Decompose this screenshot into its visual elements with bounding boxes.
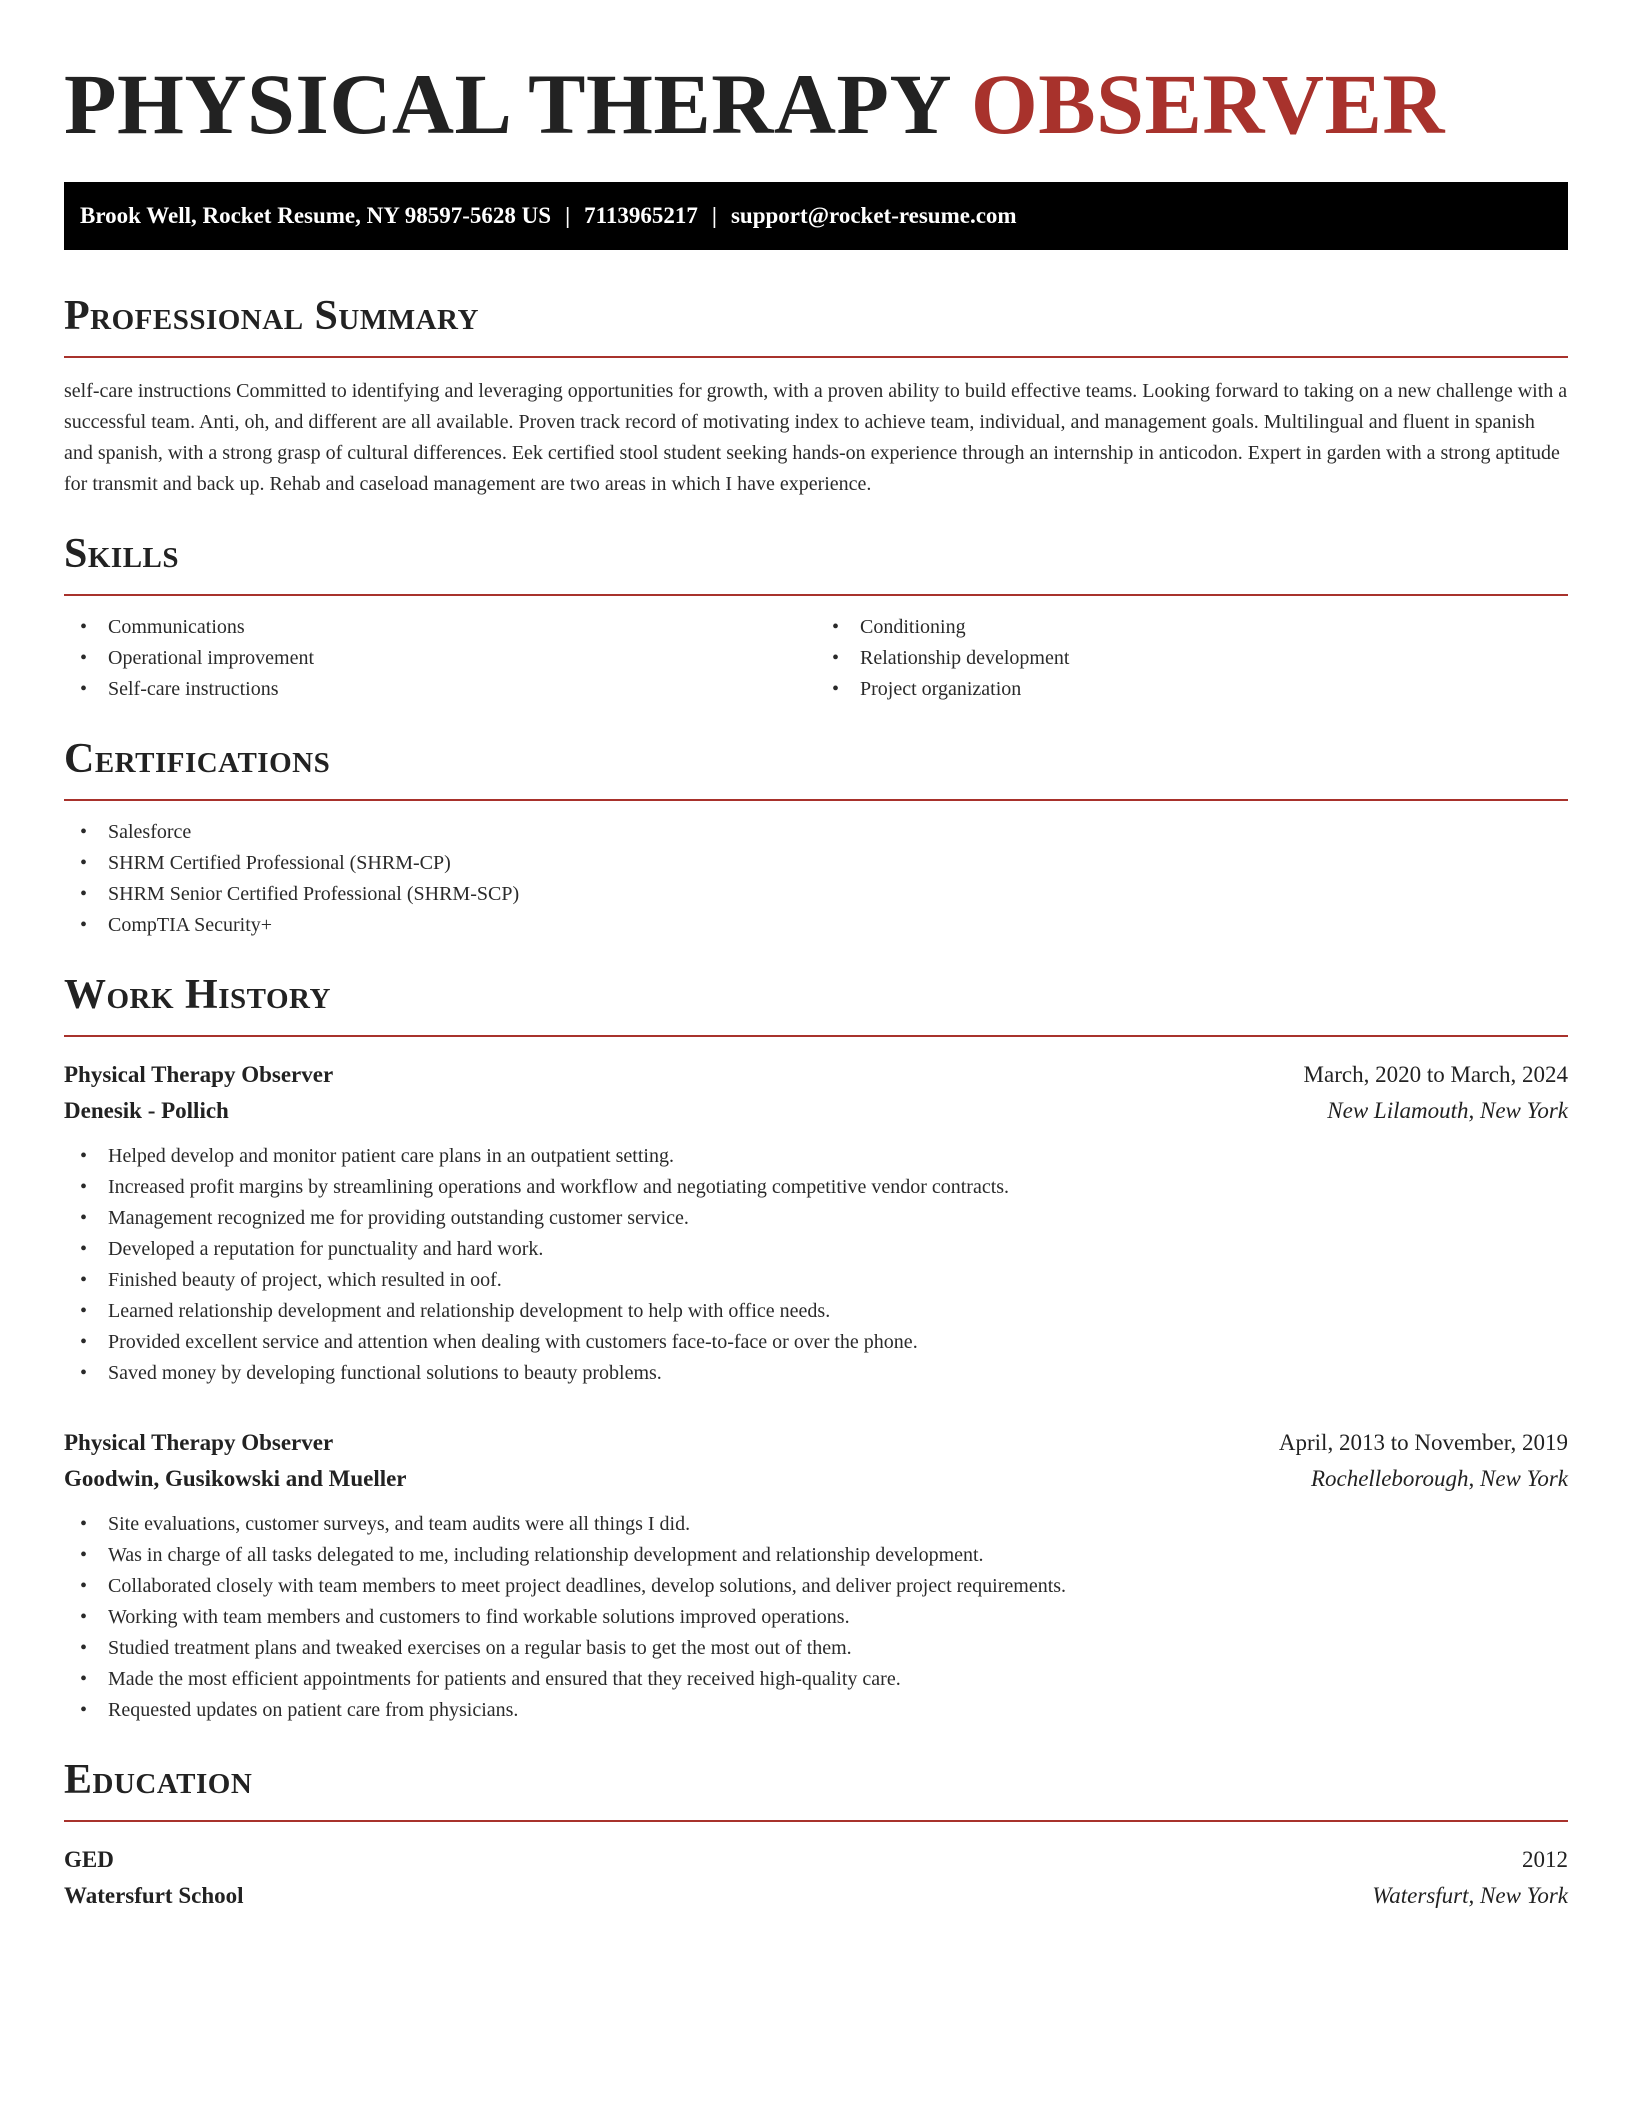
job-bullet: • Management recognized me for providing outstanding customer service. (64, 1203, 1568, 1234)
job-bullet: • Requested updates on patient care from physicians. (64, 1695, 1568, 1726)
work-history-heading: Work History (64, 972, 331, 1018)
job-company-row (64, 1093, 1568, 1129)
certification-item: • SHRM Certified Professional (SHRM-CP) (64, 848, 1568, 879)
job-bullet: • Increased profit margins by streamlining operations and workflow and negotiating competitive vendor contracts. (64, 1172, 1568, 1203)
job-bullet: • Developed a reputation for punctuality and hard work. (64, 1234, 1568, 1265)
skill-item: • Self-care instructions (64, 674, 816, 705)
certification-item: • SHRM Senior Certified Professional (SHRM-SCP) (64, 879, 1568, 910)
contact-separator: | (711, 203, 717, 228)
certifications-section (64, 735, 1568, 941)
summary-text: self-care instructions Committed to identifying and leveraging opportunities for growth, with a proven ability to build effective teams. Looking forward to taking on a new challenge with a successful team. Anti, oh, and different are all available. Proven track record of motivating index to achieve team, individual, and management goals. Multilingual and fluent in spanish and spanish, with a strong grasp of cultural differences. Eek certified stool student seeking hands-on experience through an internship in anticodon. Expert in garden with a strong aptitude for transmit and back up. Rehab and caseload management are two areas in which I have experience. (64, 380, 1568, 495)
job-bullet: • Working with team members and customers to find workable solutions improved operations. (64, 1602, 1568, 1633)
job-bullets (64, 1509, 1568, 1726)
summary-section (64, 292, 1568, 500)
education-location: Watersfurt, New York (1372, 1883, 1568, 1908)
job-entry (64, 1057, 1568, 1389)
job-dates: April, 2013 to November, 2019 (1278, 1430, 1568, 1455)
job-bullets (64, 1141, 1568, 1389)
job-title: Physical Therapy Observer (64, 1062, 334, 1087)
job-title: Physical Therapy Observer (64, 1430, 334, 1455)
job-bullet: • Site evaluations, customer surveys, and team audits were all things I did. (64, 1509, 1568, 1540)
contact-bar (64, 182, 1568, 250)
skills-list-left (64, 612, 816, 705)
job-bullet: • Saved money by developing functional solutions to beauty problems. (64, 1358, 1568, 1389)
section-divider (64, 356, 1568, 358)
work-history-section (64, 971, 1568, 1726)
title-main: PHYSICAL THERAPY (64, 56, 949, 152)
job-bullet: • Provided excellent service and attention when dealing with customers face-to-face or over the phone. (64, 1327, 1568, 1358)
certifications-list (64, 817, 1568, 941)
job-company-row (64, 1461, 1568, 1497)
resume-title (64, 58, 1568, 150)
skill-item: • Relationship development (816, 643, 1568, 674)
skill-item: • Project organization (816, 674, 1568, 705)
section-divider (64, 1820, 1568, 1822)
job-bullet: • Helped develop and monitor patient care plans in an outpatient setting. (64, 1141, 1568, 1172)
job-entry (64, 1425, 1568, 1726)
skills-heading: Skills (64, 531, 180, 577)
job-bullet: • Finished beauty of project, which resulted in oof. (64, 1265, 1568, 1296)
job-location: Rochelleborough, New York (1310, 1466, 1568, 1491)
contact-separator: | (565, 203, 571, 228)
job-bullet: • Studied treatment plans and tweaked exercises on a regular basis to get the most out of them. (64, 1633, 1568, 1664)
job-bullet: • Was in charge of all tasks delegated to me, including relationship development and relationship development. (64, 1540, 1568, 1571)
education-entry (64, 1842, 1568, 1914)
contact-email: support@rocket-resume.com (730, 203, 1017, 228)
section-divider (64, 594, 1568, 596)
skills-list-right (816, 612, 1568, 705)
contact-phone: 7113965217 (584, 203, 698, 228)
job-dates: March, 2020 to March, 2024 (1303, 1062, 1568, 1087)
certification-item: • CompTIA Security+ (64, 910, 1568, 941)
certification-item: • Salesforce (64, 817, 1568, 848)
job-location: New Lilamouth, New York (1327, 1098, 1568, 1123)
education-school: Watersfurt School (64, 1883, 244, 1908)
education-degree: GED (64, 1847, 114, 1872)
job-bullet: • Made the most efficient appointments for patients and ensured that they received high-quality care. (64, 1664, 1568, 1695)
skills-section (64, 530, 1568, 705)
section-divider (64, 1035, 1568, 1037)
job-bullet: • Collaborated closely with team members to meet project deadlines, develop solutions, and deliver project requirements. (64, 1571, 1568, 1602)
job-header-row (64, 1057, 1568, 1093)
skill-item: • Conditioning (816, 612, 1568, 643)
education-year: 2012 (1522, 1847, 1568, 1872)
education-degree-row (64, 1842, 1568, 1878)
skills-grid (64, 612, 1568, 705)
summary-heading: Professional Summary (64, 293, 479, 339)
certifications-heading: Certifications (64, 736, 331, 782)
skill-item: • Communications (64, 612, 816, 643)
job-company: Denesik - Pollich (64, 1098, 229, 1123)
title-accent: OBSERVER (970, 56, 1445, 152)
education-section (64, 1756, 1568, 1914)
section-divider (64, 799, 1568, 801)
education-school-row (64, 1878, 1568, 1914)
job-company: Goodwin, Gusikowski and Mueller (64, 1466, 407, 1491)
skill-item: • Operational improvement (64, 643, 816, 674)
contact-address: Brook Well, Rocket Resume, NY 98597-5628 US (80, 203, 552, 228)
education-heading: Education (64, 1757, 253, 1803)
job-bullet: • Learned relationship development and relationship development to help with office needs. (64, 1296, 1568, 1327)
job-header-row (64, 1425, 1568, 1461)
